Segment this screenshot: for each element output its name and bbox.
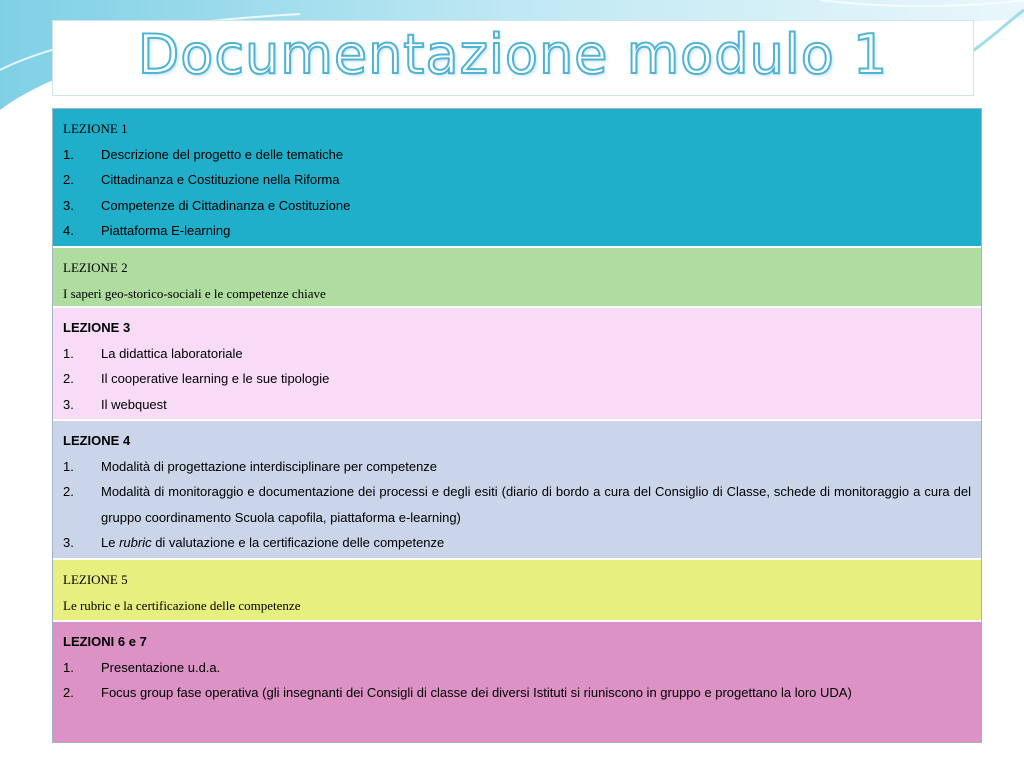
lesson-subtitle: I saperi geo-storico-sociali e le competenze chiave [63, 285, 326, 301]
item-number: 2. [63, 371, 74, 387]
lesson-heading: LEZIONE 5 [63, 572, 128, 587]
lesson-subtitle: Le rubric e la certificazione delle competenze [63, 597, 301, 613]
list-item [63, 530, 971, 556]
lesson-row-5 [53, 560, 981, 622]
list-item [63, 479, 971, 530]
item-number: 1. [63, 345, 74, 361]
item-number: 4. [63, 223, 74, 239]
title-box [52, 20, 974, 96]
item-text: Il webquest [101, 396, 167, 412]
lesson-heading: LEZIONE 4 [63, 433, 131, 448]
lesson-heading: LEZIONI 6 e 7 [63, 634, 147, 649]
list-item [63, 218, 971, 244]
item-text: Competenze di Cittadinanza e Costituzione [101, 197, 351, 213]
item-number: 1. [63, 146, 74, 162]
list-item [63, 167, 971, 193]
list-item [63, 454, 971, 480]
lessons-table [52, 108, 982, 743]
lesson-heading: LEZIONE 3 [63, 320, 131, 335]
lesson-heading: LEZIONE 1 [63, 121, 128, 136]
lesson-items [63, 341, 971, 418]
lesson-row-2 [53, 248, 981, 308]
list-item [63, 193, 971, 219]
item-number: 1. [63, 659, 74, 675]
lesson-row-3 [53, 308, 981, 421]
lesson-items [63, 142, 971, 244]
item-text: Modalità di progettazione interdisciplinare per competenze [101, 458, 438, 474]
item-number: 3. [63, 396, 74, 412]
list-item [63, 366, 971, 392]
list-item [63, 680, 971, 706]
item-text: Presentazione u.d.a. [101, 659, 221, 675]
item-text: Cittadinanza e Costituzione nella Riforma [101, 172, 340, 188]
lesson-items [63, 655, 971, 706]
item-number: 1. [63, 458, 74, 474]
item-text-italic: rubric [119, 535, 152, 551]
item-text-part: Le [101, 535, 120, 551]
item-number: 2. [63, 685, 74, 701]
list-item [63, 655, 971, 681]
item-text: La didattica laboratoriale [101, 345, 243, 361]
item-text: Piattaforma E-learning [101, 223, 231, 239]
lesson-row-4 [53, 421, 981, 560]
list-item [63, 341, 971, 367]
lesson-items [63, 454, 971, 556]
lesson-heading: LEZIONE 2 [63, 260, 128, 275]
item-number: 3. [63, 535, 74, 551]
item-text [101, 530, 971, 556]
item-text: Modalità di monitoraggio e documentazione dei processi e degli esiti (diario di bordo a cura del Consiglio di Classe, schede di monitoraggio a cura del gruppo coordinamento Scuola capofila, piattaforma e-learning) [101, 484, 971, 525]
item-number: 3. [63, 197, 74, 213]
item-number: 2. [63, 484, 74, 500]
list-item [63, 392, 971, 418]
lesson-row-6 [53, 622, 981, 742]
item-text: Il cooperative learning e le sue tipologie [101, 371, 330, 387]
item-number: 2. [63, 172, 74, 188]
page-title: Documentazione modulo 1 [137, 22, 889, 86]
list-item [63, 142, 971, 168]
item-text: Focus group fase operativa (gli insegnanti dei Consigli di classe dei diversi Istituti si riuniscono in gruppo e progettano la loro UDA) [101, 685, 852, 701]
item-text: Descrizione del progetto e delle tematiche [101, 146, 344, 162]
lesson-row-1 [53, 109, 981, 248]
item-text-part: di valutazione e la certificazione delle competenze [151, 535, 445, 551]
